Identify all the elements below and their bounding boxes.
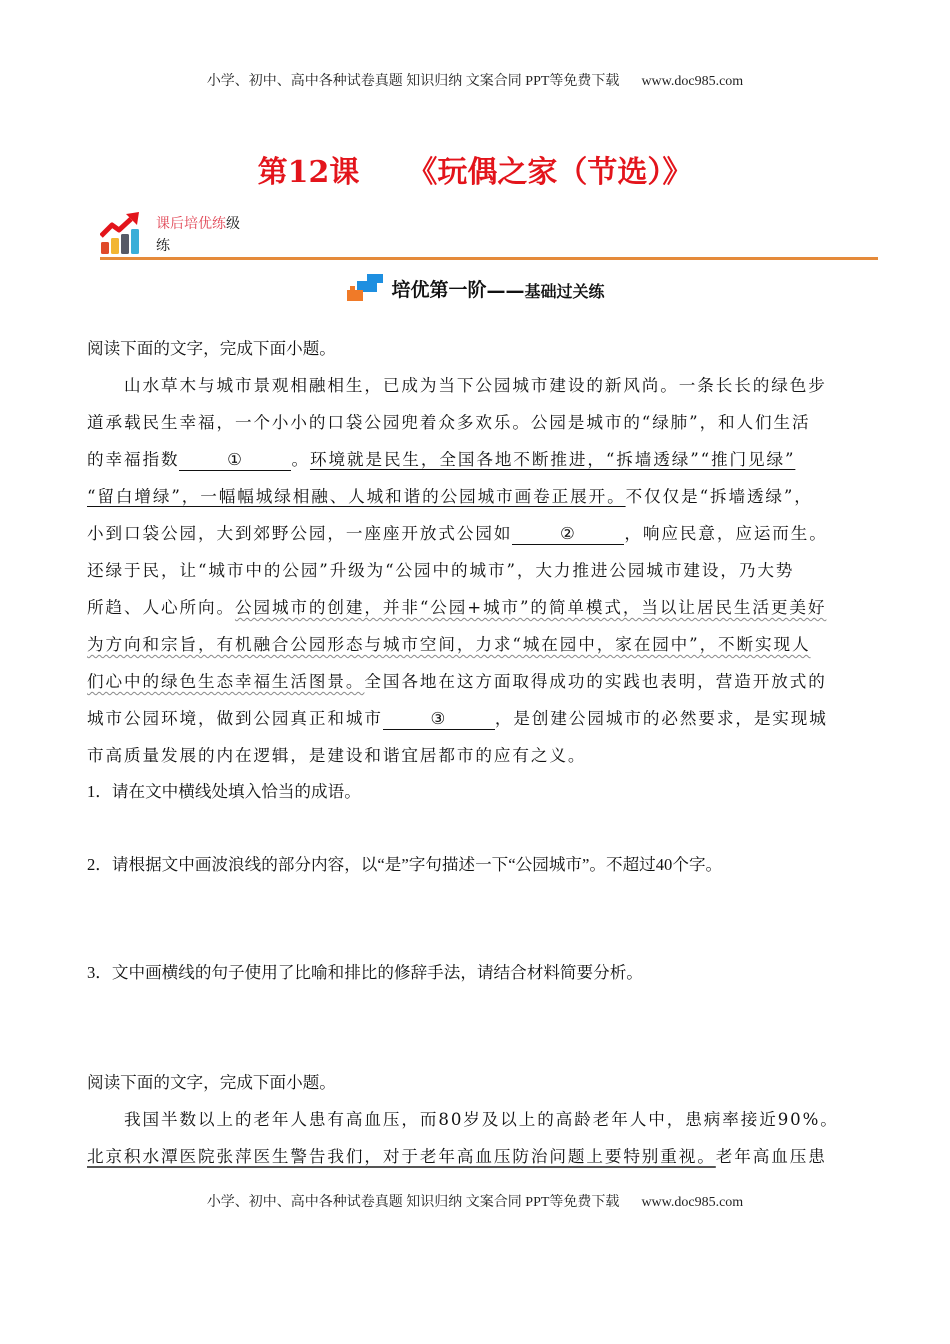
text-run: 小到口袋公园，大到郊野公园，一座座开放式公园如 — [87, 524, 513, 543]
passage-line — [87, 411, 811, 435]
text-run: 的幸福指数 — [87, 450, 180, 469]
banner-label: 课后培优练级 练 — [156, 216, 240, 254]
passage-line — [87, 744, 586, 768]
passage-2-intro: 阅读下面的文字，完成下面小题。 — [87, 1073, 336, 1092]
tier-sub: 基础过关练 — [524, 282, 605, 301]
text-run: 全国各地在这方面取得成功的实践也表明，营造开放式的 — [364, 672, 827, 691]
question-2: 2．请根据文中画波浪线的部分内容，以“是”字句描述一下“公园城市”。不超过40个字。 — [87, 855, 723, 874]
lesson-title — [0, 147, 950, 191]
banner-divider — [100, 257, 878, 260]
lesson-name: 《玩偶之家（节选）》 — [407, 155, 693, 190]
lesson-number: 第12课 — [257, 155, 360, 190]
question-1: 1．请在文中横线处填入恰当的成语。 — [87, 782, 361, 801]
page-footer — [0, 1191, 950, 1211]
growth-chart-icon — [100, 212, 142, 256]
text-run: 山水草木与城市景观相融相生，已成为当下公园城市建设的新风尚。一条长长的绿色步 — [87, 376, 827, 395]
text-run: 还绿于民，让“城市中的公园”升级为“公园中的城市”，大力推进公园城市建设，乃大势 — [87, 561, 795, 580]
tier-dash: —— — [486, 280, 525, 302]
wavy-underlined-text: 为方向和宗旨，有机融合公园形态与城市空间，力求“城在园中，家在园中”，不断实现人 — [87, 635, 811, 654]
fill-in-blank: ① — [179, 450, 291, 471]
fill-in-blank: ③ — [383, 709, 495, 730]
question-3: 3．文中画横线的句子使用了比喻和排比的修辞手法，请结合材料简要分析。 — [87, 963, 643, 982]
passage-intro: 阅读下面的文字，完成下面小题。 — [87, 339, 336, 358]
page-header — [0, 70, 950, 90]
text-run: 道承载民生幸福，一个小小的口袋公园兜着众多欢乐。公园是城市的“绿肺”，和人们生活 — [87, 413, 811, 432]
passage-line — [87, 633, 811, 657]
header-text: 小学、初中、高中各种试卷真题 知识归纳 文案合同 PPT等免费下载 — [206, 74, 620, 89]
text-run: 。 — [291, 450, 310, 469]
text-run: ，是创建公园城市的必然要求，是实现城 — [494, 709, 828, 728]
passage-line — [87, 707, 828, 731]
wavy-underlined-text: 们心中的绿色生态幸福生活图景。 — [87, 672, 365, 691]
fill-in-blank: ② — [512, 524, 624, 545]
text-run: 不仅仅是“拆墙透绿”， — [625, 487, 813, 506]
passage-2-line-2: 北京积水潭医院张萍医生警告我们，对于老年高血压防治问题上要特别重视。老年高血压患 — [87, 1147, 827, 1166]
section-banner — [100, 210, 878, 262]
steps-icon — [345, 274, 385, 302]
passage-line — [87, 485, 813, 509]
tier-main: 培优第一阶 — [391, 279, 487, 301]
footer-site-link[interactable]: www.doc985.com — [641, 1195, 744, 1210]
underlined-text: 环境就是民生，全国各地不断推进，“拆墙透绿”“推门见绿” — [309, 450, 796, 469]
underlined-sentence: 北京积水潭医院张萍医生警告我们，对于老年高血压防治问题上要特别重视。 — [87, 1147, 716, 1166]
text-run: 城市公园环境，做到公园真正和城市 — [87, 709, 383, 728]
passage-line — [87, 522, 828, 546]
passage-line — [87, 670, 827, 694]
passage-line — [87, 596, 826, 620]
footer-text: 小学、初中、高中各种试卷真题 知识归纳 文案合同 PPT等免费下载 — [206, 1195, 620, 1210]
tier-heading — [0, 274, 950, 306]
passage-line — [87, 374, 827, 398]
text-run: 市高质量发展的内在逻辑，是建设和谐宜居都市的应有之义。 — [87, 746, 587, 765]
passage-line — [87, 448, 795, 472]
header-site-link[interactable]: www.doc985.com — [641, 74, 744, 89]
text-run: ，响应民意，应运而生。 — [624, 524, 828, 543]
underlined-text: “留白增绿”，一幅幅城绿相融、人城和谐的公园城市画卷正展开。 — [87, 487, 626, 506]
text-run: 所趋、人心所向。 — [87, 598, 235, 617]
passage-line — [87, 559, 794, 583]
wavy-underlined-text: 公园城市的创建，并非“公园+城市”的简单模式，当以让居民生活更美好 — [234, 598, 827, 617]
passage-2-line-1: 我国半数以上的老年人患有高血压，而80岁及以上的高龄老年人中，患病率接近90%。 — [87, 1110, 839, 1129]
